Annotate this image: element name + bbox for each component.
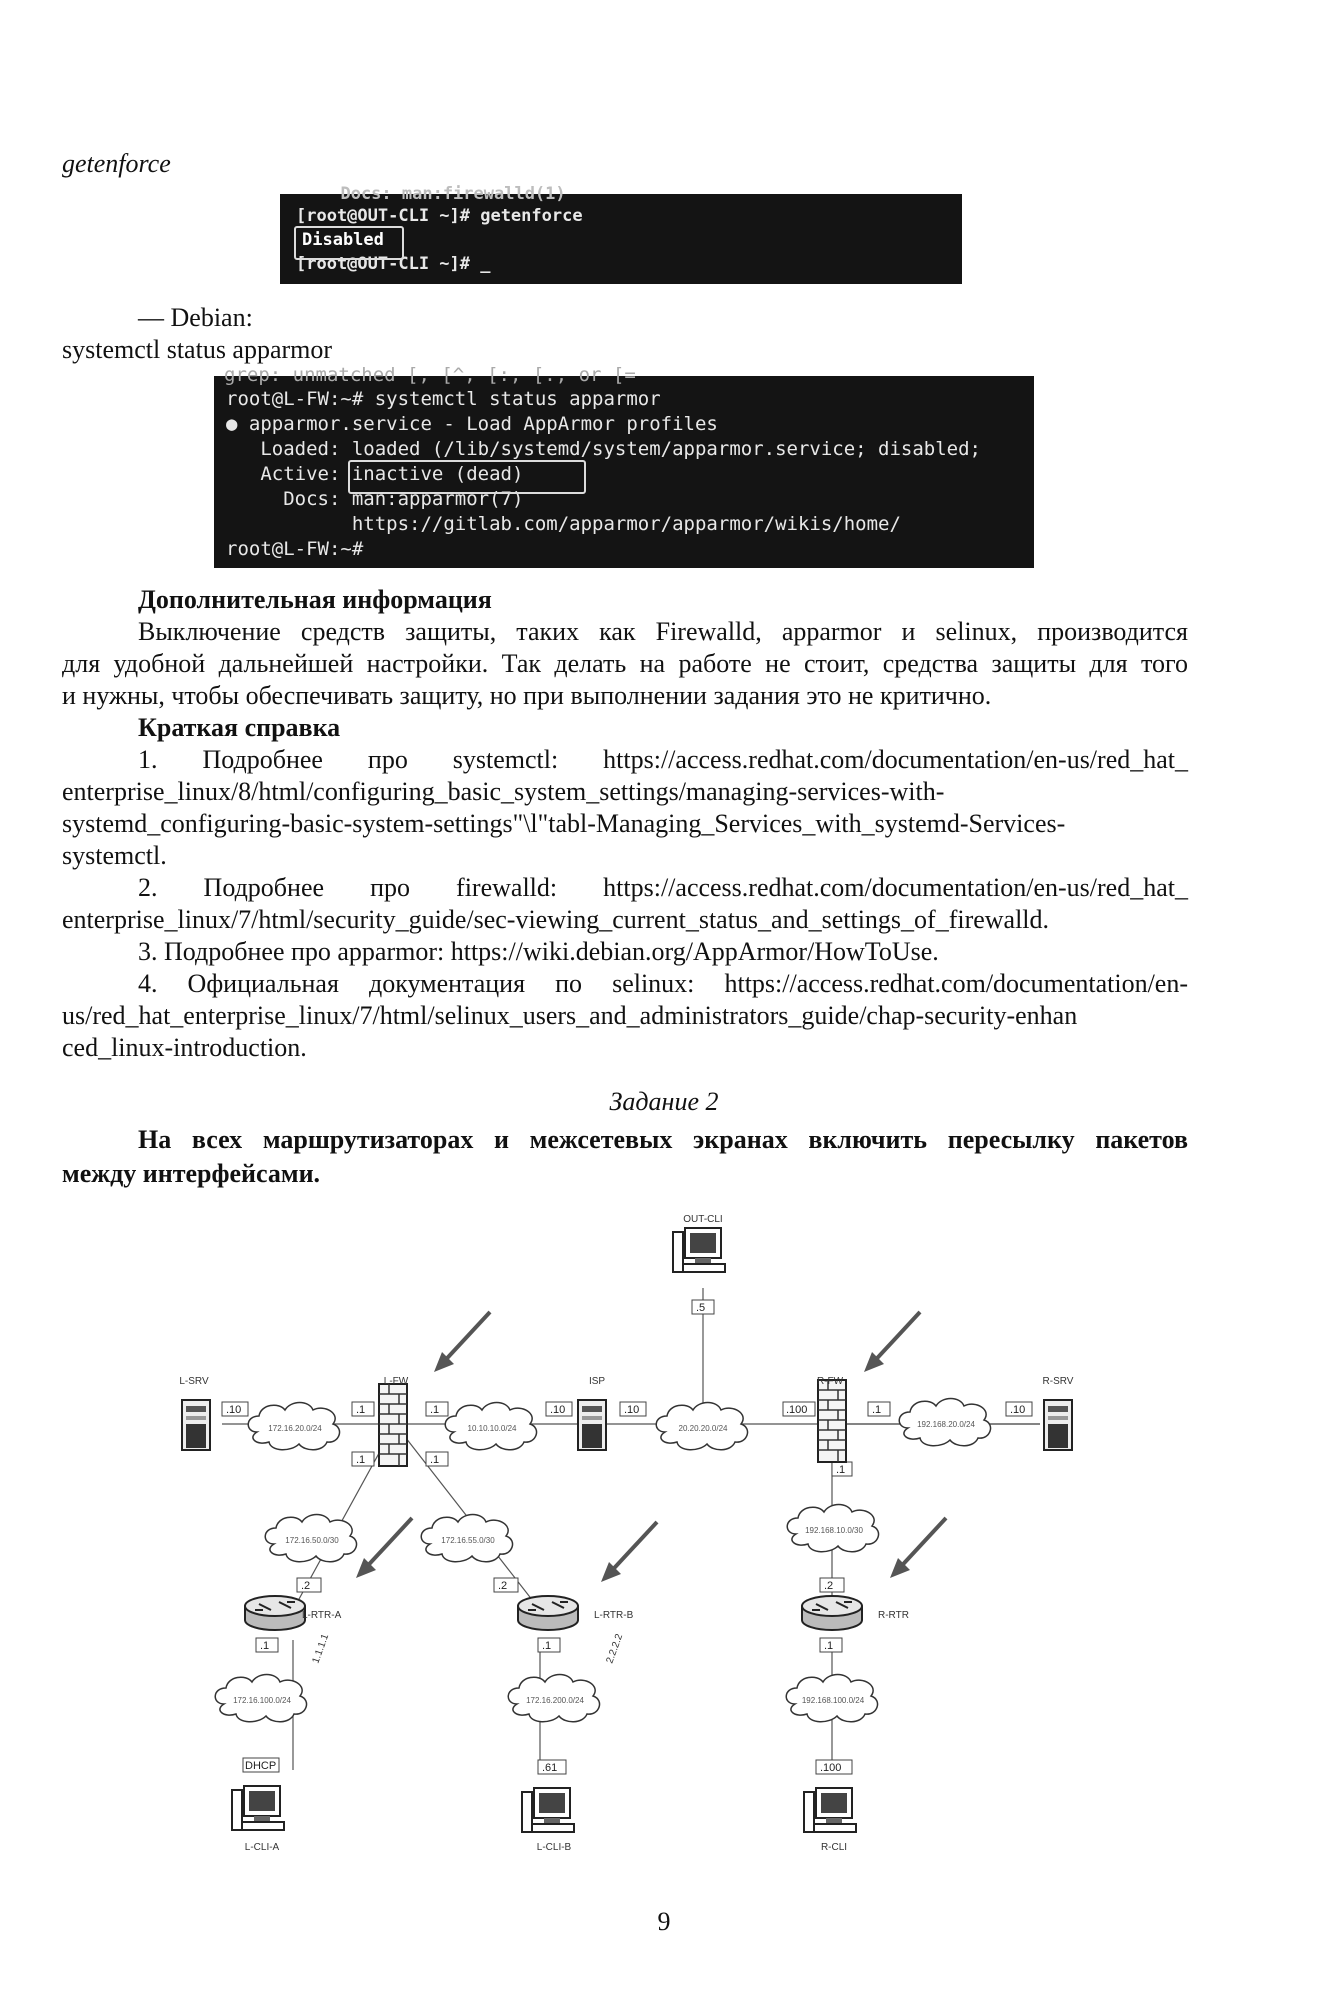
ip-label: .1 (356, 1404, 366, 1416)
network-label: 192.168.100.0/24 (801, 1696, 865, 1705)
server-icon (1044, 1400, 1072, 1450)
router-icon (802, 1596, 862, 1630)
terminal-line: root@L-FW:~# systemctl status apparmor (226, 388, 661, 410)
reference-line: systemctl. (62, 841, 167, 870)
terminal-line: https://gitlab.com/apparmor/apparmor/wikis/home/ (226, 513, 901, 535)
node-label: OUT-CLI (683, 1214, 723, 1225)
node-label: L-CLI-A (244, 1842, 280, 1853)
ip-label: .1 (542, 1640, 552, 1652)
reference-line: 3. Подробнее про apparmor: https://wiki.debian.org/AppArmor/HowToUse. (138, 937, 939, 966)
reference-line: 2. Подробнее про firewalld: https://access.redhat.com/documentation/en-us/red_hat_ (138, 873, 1188, 902)
side-note: 2.2.2.2 (604, 1632, 626, 1666)
network-cloud (265, 1515, 356, 1562)
task-title: Задание 2 (609, 1087, 719, 1116)
arrow-icon (434, 1312, 490, 1372)
ip-label: .1 (836, 1464, 846, 1476)
ip-label: .100 (786, 1404, 808, 1416)
page-number: 9 (657, 1907, 671, 1936)
terminal-line: [root@OUT-CLI ~]# getenforce (296, 206, 583, 226)
network-cloud (445, 1403, 536, 1450)
ip-label: .1 (824, 1640, 834, 1652)
ip-label: .1 (356, 1454, 366, 1466)
network-label: 192.168.20.0/24 (917, 1420, 975, 1429)
network-cloud (656, 1403, 747, 1450)
task-statement: между интерфейсами. (62, 1159, 321, 1188)
reference-line: 1. Подробнее про systemctl: https://access.redhat.com/documentation/en-us/red_hat_ (138, 745, 1188, 774)
cmd-getenforce: getenforce (62, 149, 171, 178)
reference-line: enterprise_linux/8/html/configuring_basic_system_settings/managing-services-with- (62, 777, 945, 806)
ip-label: .100 (820, 1762, 842, 1774)
terminal-line: ● apparmor.service - Load AppArmor profiles (226, 413, 718, 435)
terminal-line: Loaded: loaded (/lib/systemd/system/apparmor.service; disabled; (226, 438, 981, 460)
arrow-icon (356, 1518, 412, 1578)
terminal-line: [root@OUT-CLI ~]# _ (296, 254, 491, 274)
server-icon (182, 1400, 210, 1450)
side-note: 1.1.1.1 (310, 1632, 332, 1666)
ip-label: .61 (542, 1762, 558, 1774)
node-label: R-SRV (1042, 1376, 1074, 1387)
terminal-line: Docs: man:apparmor(7) (226, 488, 524, 510)
terminal-line: Docs: man:firewalld(1) (320, 184, 566, 204)
ip-label: DHCP (245, 1760, 277, 1772)
router-icon (245, 1596, 305, 1630)
network-cloud (248, 1403, 339, 1450)
ip-label: .10 (226, 1404, 242, 1416)
ip-label: .2 (301, 1580, 311, 1592)
ip-label: .2 (498, 1580, 508, 1592)
arrow-icon (601, 1522, 657, 1582)
network-cloud (421, 1515, 512, 1562)
network-label: 172.16.200.0/24 (526, 1696, 584, 1705)
ip-label: .5 (696, 1302, 706, 1314)
ip-label: .2 (824, 1580, 834, 1592)
network-label: 20.20.20.0/24 (678, 1424, 728, 1433)
firewall-icon (818, 1380, 846, 1462)
node-label: L-SRV (179, 1376, 209, 1387)
node-label: R-CLI (820, 1842, 848, 1853)
network-label: 10.10.10.0/24 (467, 1424, 517, 1433)
network-label: 192.168.10.0/30 (805, 1526, 863, 1535)
reference-heading: Краткая справка (138, 713, 341, 742)
ip-label: .10 (550, 1404, 566, 1416)
ip-label: .1 (872, 1404, 882, 1416)
task-statement: На всех маршрутизаторах и межсетевых экранах включить пересылку пакетов (138, 1125, 1188, 1154)
additional-heading: Дополнительная информация (138, 585, 492, 614)
network-label: 172.16.20.0/24 (268, 1424, 322, 1433)
para-line: и нужны, чтобы обеспечивать защиту, но при выполнении задания это не критично. (62, 681, 992, 710)
reference-line: us/red_hat_enterprise_linux/7/html/selinux_users_and_administrators_guide/chap-security-enhan (62, 1001, 1078, 1030)
ip-label: .10 (1010, 1404, 1026, 1416)
workstation-icon (232, 1786, 284, 1830)
network-cloud (508, 1675, 599, 1722)
debian-label: — Debian: (138, 303, 253, 332)
workstation-icon (804, 1788, 856, 1832)
node-label: L-RTR-B (594, 1610, 634, 1621)
terminal-line: root@L-FW:~# (226, 538, 364, 560)
ip-label: .1 (260, 1640, 270, 1652)
terminal-line: Disabled (302, 230, 384, 250)
arrow-icon (864, 1312, 920, 1372)
network-cloud (899, 1399, 990, 1446)
node-label: L-RTR-A (302, 1610, 342, 1621)
reference-line: ced_linux-introduction. (62, 1033, 307, 1062)
node-label: L-FW (383, 1376, 409, 1387)
network-label: 172.16.100.0/24 (233, 1696, 291, 1705)
server-icon (578, 1400, 606, 1450)
ip-label: .1 (430, 1404, 440, 1416)
terminal-line: Active: inactive (dead) (226, 463, 524, 485)
workstation-icon (673, 1228, 725, 1272)
para-line: Выключение средств защиты, таких как Firewalld, apparmor и selinux, производится (138, 617, 1188, 646)
reference-line: 4. Официальная документация по selinux: https://access.redhat.com/documentation/en- (138, 969, 1188, 998)
ip-label: .1 (430, 1454, 440, 1466)
cmd-apparmor: systemctl status apparmor (62, 335, 333, 364)
node-label: ISP (588, 1376, 606, 1387)
workstation-icon (522, 1788, 574, 1832)
node-label: R-FW (816, 1376, 844, 1387)
para-line: для удобной дальнейшей настройки. Так делать на работе не стоит, средства защиты для того (62, 649, 1188, 678)
ip-label: .10 (624, 1404, 640, 1416)
node-label: R-RTR (878, 1610, 909, 1621)
network-cloud (786, 1675, 877, 1722)
network-cloud (215, 1675, 306, 1722)
node-label: L-CLI-B (536, 1842, 572, 1853)
reference-line: systemd_configuring-basic-system-settings"\l"tabl-Managing_Services_with_systemd-Services- (62, 809, 1066, 838)
reference-line: enterprise_linux/7/html/security_guide/sec-viewing_current_status_and_settings_of_firewalld. (62, 905, 1050, 934)
network-label: 172.16.55.0/30 (441, 1536, 495, 1545)
network-label: 172.16.50.0/30 (285, 1536, 339, 1545)
router-icon (518, 1596, 578, 1630)
firewall-icon (379, 1384, 407, 1466)
network-cloud (787, 1505, 878, 1552)
arrow-icon (890, 1518, 946, 1578)
terminal-line: grep: unmatched [, [^, [:, [., or [= (224, 364, 636, 386)
